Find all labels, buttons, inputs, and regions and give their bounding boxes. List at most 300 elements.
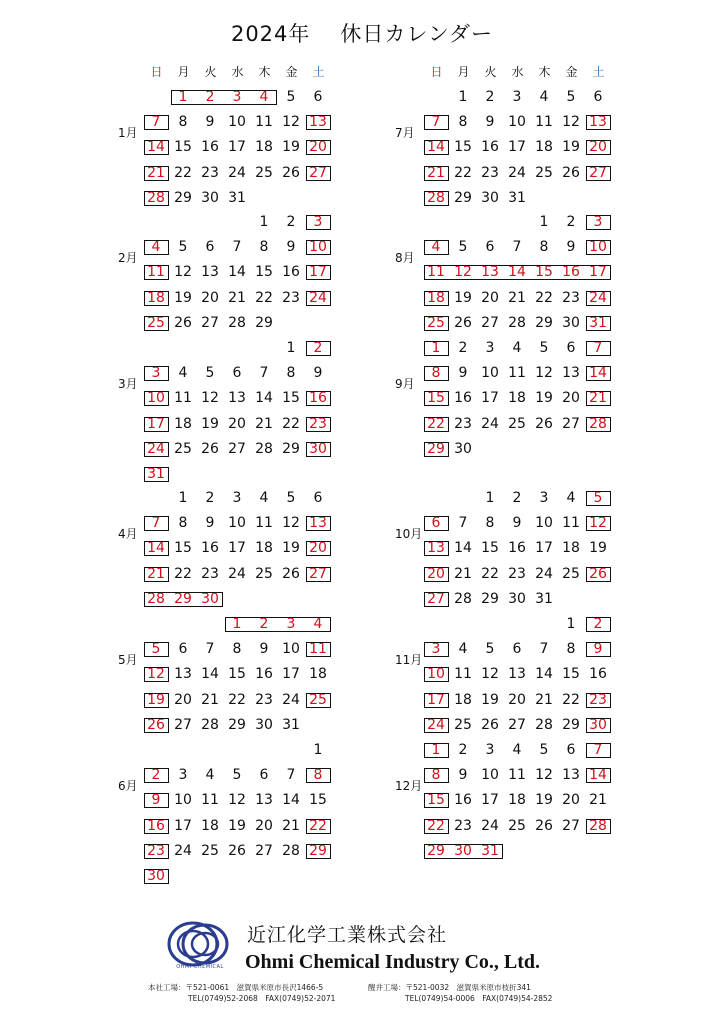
day-cell: 11 — [508, 365, 526, 382]
holiday-box — [424, 442, 449, 457]
office2-phone: TEL(0749)54-0006 FAX(0749)54-2852 — [405, 994, 553, 1003]
day-cell: 2 — [458, 340, 468, 356]
holiday-box — [144, 316, 169, 331]
day-cell: 3 — [286, 616, 296, 632]
day-cell: 14 — [454, 540, 472, 557]
title-year: 2024年 — [230, 22, 311, 46]
day-cell: 11 — [255, 114, 273, 131]
day-cell: 21 — [282, 817, 300, 834]
holiday-box — [586, 391, 611, 406]
holiday-box — [424, 240, 449, 255]
day-cell: 29 — [481, 590, 499, 607]
day-cell: 9 — [286, 239, 296, 256]
day-cell: 12 — [147, 666, 165, 683]
day-cell: 1 — [313, 742, 323, 758]
day-cell: 24 — [309, 289, 327, 306]
day-cell: 23 — [454, 415, 472, 432]
day-cell: 11 — [427, 264, 445, 281]
holiday-box — [306, 291, 331, 306]
holiday-box — [424, 844, 503, 859]
day-cell: 24 — [228, 565, 246, 582]
day-cell: 9 — [259, 641, 269, 658]
day-cell: 11 — [454, 666, 472, 683]
holiday-box — [306, 541, 331, 556]
holiday-box — [144, 191, 169, 206]
day-cell: 13 — [174, 666, 192, 683]
day-cell: 27 — [562, 415, 580, 432]
day-cell: 26 — [147, 716, 165, 733]
day-cell: 9 — [151, 792, 161, 809]
day-cell: 10 — [228, 114, 246, 131]
day-cell: 5 — [539, 742, 549, 758]
holiday-box — [586, 819, 611, 834]
holiday-box — [144, 844, 169, 859]
day-cell: 26 — [228, 842, 246, 859]
day-cell: 25 — [309, 691, 327, 708]
day-cell: 28 — [535, 716, 553, 733]
day-cell: 9 — [313, 365, 323, 382]
day-cell: 29 — [282, 440, 300, 457]
day-cell: 7 — [593, 340, 603, 356]
day-cell: 28 — [147, 189, 165, 206]
day-cell: 12 — [228, 792, 246, 809]
day-cell: 15 — [562, 666, 580, 683]
day-cell: 16 — [255, 666, 273, 683]
day-cell: 20 — [309, 139, 327, 156]
day-cell: 6 — [313, 89, 323, 105]
day-cell: 29 — [174, 189, 192, 206]
day-cell: 23 — [282, 289, 300, 306]
day-cell: 14 — [147, 540, 165, 557]
day-cell: 28 — [228, 314, 246, 331]
day-cell: 27 — [481, 314, 499, 331]
day-cell: 11 — [255, 515, 273, 532]
day-cell: 5 — [151, 641, 161, 658]
day-cell: 16 — [201, 139, 219, 156]
day-cell: 19 — [562, 139, 580, 156]
day-cell: 5 — [566, 89, 576, 105]
holiday-box — [144, 291, 169, 306]
month-label: 4月 — [118, 527, 138, 542]
holiday-box — [144, 265, 169, 280]
holiday-box — [306, 115, 331, 130]
day-cell: 26 — [282, 164, 300, 181]
holiday-box — [306, 391, 331, 406]
holiday-box — [144, 693, 169, 708]
day-cell: 7 — [232, 239, 242, 256]
weekday-0: 日 — [430, 65, 443, 79]
day-cell: 17 — [481, 390, 499, 407]
day-cell: 2 — [458, 742, 468, 758]
day-cell: 1 — [178, 89, 188, 105]
day-cell: 13 — [589, 114, 607, 131]
holiday-box — [586, 291, 611, 306]
holiday-box — [586, 240, 611, 255]
holiday-box — [424, 341, 449, 356]
day-cell: 8 — [431, 767, 441, 784]
day-cell: 7 — [539, 641, 549, 658]
day-cell: 10 — [309, 239, 327, 256]
day-cell: 10 — [481, 365, 499, 382]
day-cell: 3 — [485, 340, 495, 356]
holiday-box — [586, 417, 611, 432]
day-cell: 18 — [255, 139, 273, 156]
month-label: 2月 — [118, 251, 138, 266]
day-cell: 21 — [535, 691, 553, 708]
day-cell: 17 — [589, 264, 607, 281]
day-cell: 29 — [255, 314, 273, 331]
holiday-box — [424, 567, 449, 582]
day-cell: 21 — [454, 565, 472, 582]
holiday-box — [424, 768, 449, 783]
holiday-box — [306, 819, 331, 834]
weekday-3: 水 — [511, 65, 524, 79]
day-cell: 19 — [147, 691, 165, 708]
holiday-box — [306, 693, 331, 708]
day-cell: 27 — [508, 716, 526, 733]
day-cell: 25 — [255, 164, 273, 181]
day-cell: 3 — [539, 490, 549, 506]
day-cell: 19 — [228, 817, 246, 834]
day-cell: 23 — [201, 565, 219, 582]
day-cell: 10 — [427, 666, 445, 683]
day-cell: 20 — [589, 139, 607, 156]
day-cell: 19 — [174, 289, 192, 306]
holiday-box — [586, 215, 611, 230]
day-cell: 18 — [535, 139, 553, 156]
day-cell: 17 — [481, 792, 499, 809]
holiday-box — [144, 869, 169, 884]
weekday-6: 土 — [592, 65, 605, 79]
day-cell: 19 — [481, 691, 499, 708]
day-cell: 25 — [255, 565, 273, 582]
day-cell: 27 — [174, 716, 192, 733]
day-cell: 30 — [562, 314, 580, 331]
day-cell: 7 — [286, 767, 296, 784]
day-cell: 28 — [589, 817, 607, 834]
day-cell: 24 — [147, 440, 165, 457]
day-cell: 14 — [589, 365, 607, 382]
day-cell: 30 — [147, 868, 165, 884]
day-cell: 14 — [201, 666, 219, 683]
day-cell: 27 — [309, 565, 327, 582]
day-cell: 17 — [427, 691, 445, 708]
day-cell: 31 — [282, 716, 300, 733]
day-cell: 13 — [508, 666, 526, 683]
company-logo — [165, 918, 240, 972]
day-cell: 28 — [201, 716, 219, 733]
weekday-6: 土 — [312, 65, 325, 79]
day-cell: 6 — [313, 490, 323, 506]
day-cell: 14 — [282, 792, 300, 809]
day-cell: 10 — [147, 390, 165, 407]
holiday-box — [586, 140, 611, 155]
day-cell: 18 — [454, 691, 472, 708]
holiday-box — [424, 291, 449, 306]
holiday-box — [424, 693, 449, 708]
day-cell: 1 — [539, 214, 549, 230]
holiday-box — [424, 819, 449, 834]
day-cell: 13 — [309, 114, 327, 131]
company-name-en: Ohmi Chemical Industry Co., Ltd. — [245, 951, 541, 973]
day-cell: 2 — [151, 767, 161, 784]
day-cell: 9 — [205, 515, 215, 532]
day-cell: 12 — [562, 114, 580, 131]
day-cell: 6 — [259, 767, 269, 784]
holiday-box — [306, 140, 331, 155]
weekday-3: 水 — [231, 65, 244, 79]
day-cell: 23 — [147, 842, 165, 859]
day-cell: 23 — [255, 691, 273, 708]
day-cell: 25 — [201, 842, 219, 859]
day-cell: 13 — [255, 792, 273, 809]
day-cell: 15 — [427, 390, 445, 407]
holiday-box — [586, 366, 611, 381]
holiday-box — [306, 166, 331, 181]
month-label: 6月 — [118, 779, 138, 794]
day-cell: 22 — [454, 164, 472, 181]
month-label: 9月 — [395, 377, 415, 392]
day-cell: 21 — [228, 289, 246, 306]
day-cell: 1 — [178, 490, 188, 506]
holiday-box — [586, 642, 611, 657]
day-cell: 4 — [259, 89, 269, 105]
day-cell: 4 — [151, 239, 161, 256]
day-cell: 18 — [309, 666, 327, 683]
day-cell: 25 — [454, 716, 472, 733]
day-cell: 8 — [232, 641, 242, 658]
day-cell: 16 — [282, 264, 300, 281]
day-cell: 1 — [431, 742, 441, 758]
day-cell: 1 — [566, 616, 576, 632]
day-cell: 15 — [255, 264, 273, 281]
holiday-box — [586, 768, 611, 783]
day-cell: 23 — [454, 817, 472, 834]
holiday-box — [424, 667, 449, 682]
day-cell: 10 — [508, 114, 526, 131]
day-cell: 26 — [535, 817, 553, 834]
day-cell: 24 — [481, 415, 499, 432]
day-cell: 30 — [589, 716, 607, 733]
day-cell: 7 — [593, 742, 603, 758]
day-cell: 20 — [481, 289, 499, 306]
day-cell: 11 — [309, 641, 327, 658]
day-cell: 7 — [431, 114, 441, 131]
day-cell: 18 — [508, 390, 526, 407]
day-cell: 8 — [286, 365, 296, 382]
day-cell: 29 — [535, 314, 553, 331]
day-cell: 15 — [454, 139, 472, 156]
day-cell: 2 — [313, 340, 323, 356]
holiday-box — [306, 442, 331, 457]
day-cell: 23 — [201, 164, 219, 181]
day-cell: 20 — [309, 540, 327, 557]
month-label: 11月 — [395, 653, 423, 668]
day-cell: 24 — [589, 289, 607, 306]
day-cell: 4 — [512, 742, 522, 758]
day-cell: 26 — [535, 415, 553, 432]
day-cell: 12 — [174, 264, 192, 281]
day-cell: 25 — [535, 164, 553, 181]
day-cell: 15 — [535, 264, 553, 281]
day-cell: 22 — [255, 289, 273, 306]
holiday-box — [424, 417, 449, 432]
day-cell: 22 — [562, 691, 580, 708]
day-cell: 31 — [508, 189, 526, 206]
day-cell: 12 — [535, 365, 553, 382]
day-cell: 9 — [593, 641, 603, 658]
day-cell: 12 — [282, 114, 300, 131]
day-cell: 4 — [259, 490, 269, 506]
holiday-box — [586, 617, 611, 632]
office2-address: 醒井工場：〒521-0032 滋賀県米原市枝折341 — [368, 983, 531, 992]
day-cell: 18 — [508, 792, 526, 809]
holiday-box — [144, 718, 169, 733]
holiday-box — [586, 693, 611, 708]
day-cell: 19 — [282, 540, 300, 557]
day-cell: 29 — [427, 440, 445, 457]
day-cell: 28 — [255, 440, 273, 457]
day-cell: 6 — [512, 641, 522, 658]
day-cell: 8 — [313, 767, 323, 784]
weekday-5: 金 — [565, 65, 578, 79]
day-cell: 11 — [147, 264, 165, 281]
day-cell: 10 — [535, 515, 553, 532]
day-cell: 16 — [508, 540, 526, 557]
day-cell: 8 — [485, 515, 495, 532]
day-cell: 19 — [282, 139, 300, 156]
day-cell: 24 — [427, 716, 445, 733]
holiday-box — [306, 642, 331, 657]
day-cell: 8 — [566, 641, 576, 658]
day-cell: 12 — [589, 515, 607, 532]
day-cell: 16 — [454, 792, 472, 809]
day-cell: 13 — [481, 264, 499, 281]
holiday-box — [424, 516, 449, 531]
day-cell: 1 — [286, 340, 296, 356]
day-cell: 27 — [201, 314, 219, 331]
holiday-box — [144, 366, 169, 381]
day-cell: 8 — [458, 114, 468, 131]
holiday-box — [225, 617, 331, 632]
day-cell: 14 — [589, 767, 607, 784]
day-cell: 3 — [593, 214, 603, 230]
day-cell: 18 — [562, 540, 580, 557]
day-cell: 18 — [174, 415, 192, 432]
holiday-box — [586, 718, 611, 733]
holiday-box — [144, 240, 169, 255]
day-cell: 30 — [454, 440, 472, 457]
day-cell: 10 — [228, 515, 246, 532]
holiday-box — [424, 366, 449, 381]
day-cell: 14 — [535, 666, 553, 683]
holiday-box — [586, 341, 611, 356]
day-cell: 17 — [174, 817, 192, 834]
day-cell: 13 — [228, 390, 246, 407]
month-label: 1月 — [118, 126, 138, 141]
weekday-1: 月 — [457, 65, 470, 79]
day-cell: 18 — [255, 540, 273, 557]
day-cell: 2 — [566, 214, 576, 230]
day-cell: 16 — [454, 390, 472, 407]
day-cell: 3 — [485, 742, 495, 758]
day-cell: 25 — [174, 440, 192, 457]
day-cell: 2 — [286, 214, 296, 230]
day-cell: 29 — [562, 716, 580, 733]
day-cell: 5 — [485, 641, 495, 658]
office1-address: 本社工場：〒521-0061 滋賀県米原市長沢1466-5 — [148, 983, 324, 992]
holiday-box — [586, 491, 611, 506]
holiday-box — [306, 768, 331, 783]
holiday-box — [144, 115, 169, 130]
company-name-jp: 近江化学工業株式会社 — [247, 924, 448, 946]
day-cell: 26 — [201, 440, 219, 457]
day-cell: 28 — [427, 189, 445, 206]
day-cell: 25 — [147, 314, 165, 331]
holiday-box — [424, 541, 449, 556]
day-cell: 21 — [147, 565, 165, 582]
page-title — [0, 18, 724, 48]
weekday-4: 木 — [258, 65, 271, 79]
day-cell: 5 — [286, 89, 296, 105]
holiday-box — [144, 567, 169, 582]
day-cell: 18 — [147, 289, 165, 306]
day-cell: 8 — [431, 365, 441, 382]
day-cell: 22 — [427, 415, 445, 432]
weekday-5: 金 — [285, 65, 298, 79]
day-cell: 7 — [151, 114, 161, 131]
day-cell: 22 — [309, 817, 327, 834]
day-cell: 5 — [539, 340, 549, 356]
day-cell: 19 — [201, 415, 219, 432]
day-cell: 22 — [228, 691, 246, 708]
day-cell: 11 — [174, 390, 192, 407]
day-cell: 24 — [535, 565, 553, 582]
day-cell: 5 — [458, 239, 468, 256]
day-cell: 20 — [255, 817, 273, 834]
day-cell: 4 — [205, 767, 215, 784]
weekday-2: 火 — [204, 65, 217, 79]
weekday-2: 火 — [484, 65, 497, 79]
holiday-box — [586, 743, 611, 758]
day-cell: 9 — [485, 114, 495, 131]
day-cell: 16 — [589, 666, 607, 683]
holiday-box — [306, 341, 331, 356]
holiday-box — [424, 743, 449, 758]
day-cell: 6 — [566, 340, 576, 356]
day-cell: 28 — [508, 314, 526, 331]
day-cell: 23 — [508, 565, 526, 582]
day-cell: 19 — [535, 390, 553, 407]
holiday-box — [144, 667, 169, 682]
day-cell: 25 — [427, 314, 445, 331]
month-label: 5月 — [118, 653, 138, 668]
day-cell: 6 — [485, 239, 495, 256]
day-cell: 13 — [309, 515, 327, 532]
day-cell: 17 — [508, 139, 526, 156]
holiday-box — [586, 166, 611, 181]
weekday-4: 木 — [538, 65, 551, 79]
holiday-box — [306, 265, 331, 280]
day-cell: 8 — [539, 239, 549, 256]
day-cell: 17 — [535, 540, 553, 557]
day-cell: 21 — [201, 691, 219, 708]
day-cell: 12 — [481, 666, 499, 683]
day-cell: 5 — [593, 490, 603, 506]
day-cell: 27 — [309, 164, 327, 181]
day-cell: 10 — [481, 767, 499, 784]
day-cell: 21 — [147, 164, 165, 181]
